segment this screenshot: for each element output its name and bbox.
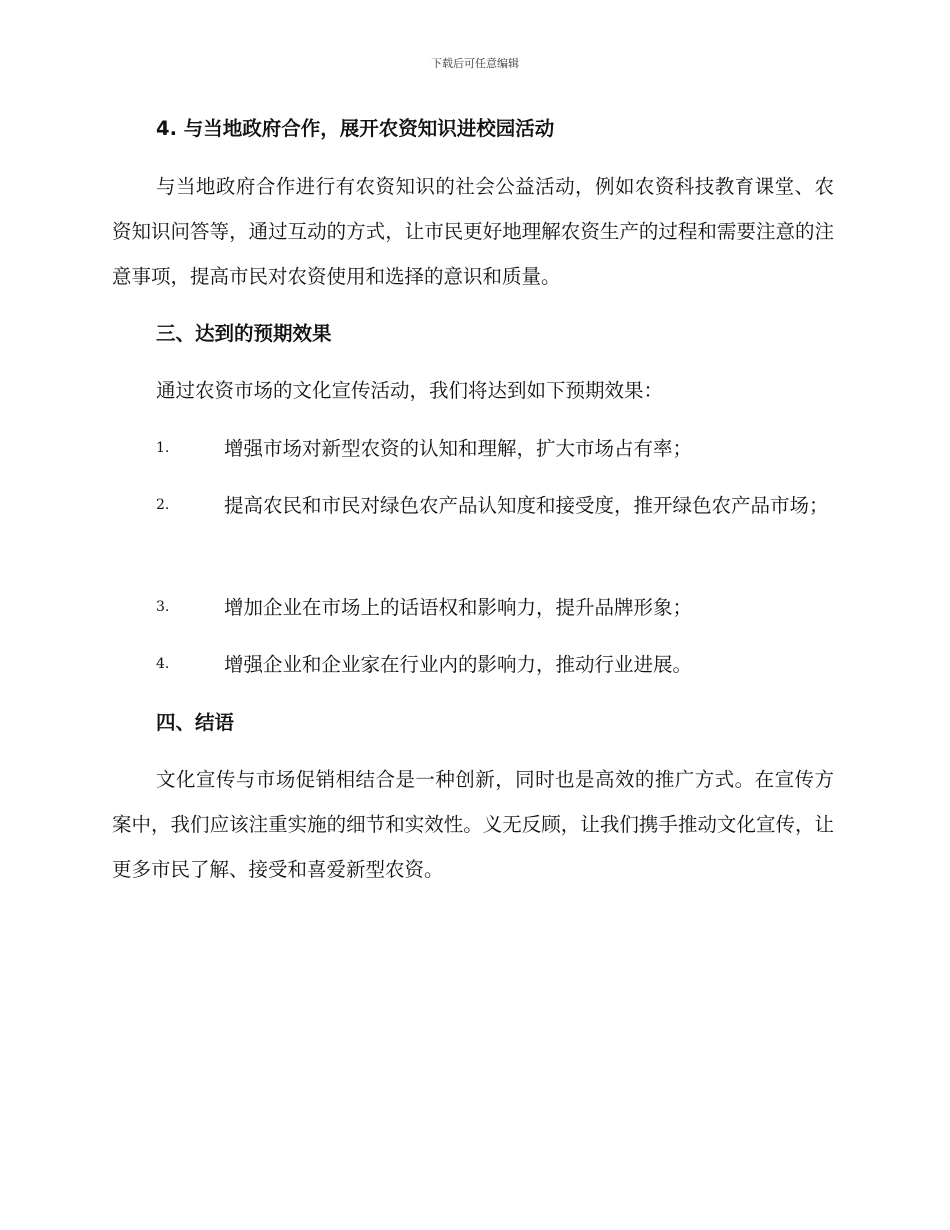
conclusion-heading: 四、结语 [156,711,235,734]
list-item-number: 1. [156,440,170,456]
section4-paragraph: 与当地政府合作进行有农资知识的社会公益活动，例如农资科技教育课堂、农资知识问答等，通过互动的方式，让市民更好地理解农资生产的过程和需要注意的注意事项，提高市民对农资使用和选择的意识和质量。 [112,175,834,288]
list-item-text: 提高农民和市民对绿色农产品认知度和接受度，推开绿色农产品市场； [224,494,829,517]
list-item-number: 4. [156,656,170,672]
section3-heading: 三、达到的预期效果 [156,322,332,345]
list-item-number: 2. [156,497,170,513]
list-item [112,585,834,630]
section4-heading: 4. 与当地政府合作，展开农资知识进校园活动 [156,117,555,140]
list-item-text: 增强市场对新型农资的认知和理解，扩大市场占有率； [224,437,693,460]
list-item [112,483,834,528]
list-item [112,426,834,471]
conclusion-paragraph: 文化宣传与市场促销相结合是一种创新，同时也是高效的推广方式。在宣传方案中，我们应该注重实施的细节和实效性。义无反顾，让我们携手推动文化宣传，让更多市民了解、接受和喜爱新型农资。 [112,768,834,881]
page-header-note: 下载后可任意编辑 [431,57,519,70]
list-item-text: 增强企业和企业家在行业内的影响力，推动行业进展。 [224,653,693,676]
list-item-text: 增加企业在市场上的话语权和影响力，提升品牌形象； [224,596,693,619]
list-item-number: 3. [156,599,170,615]
section3-intro: 通过农资市场的文化宣传活动，我们将达到如下预期效果： [156,379,664,402]
list-item [112,642,834,687]
